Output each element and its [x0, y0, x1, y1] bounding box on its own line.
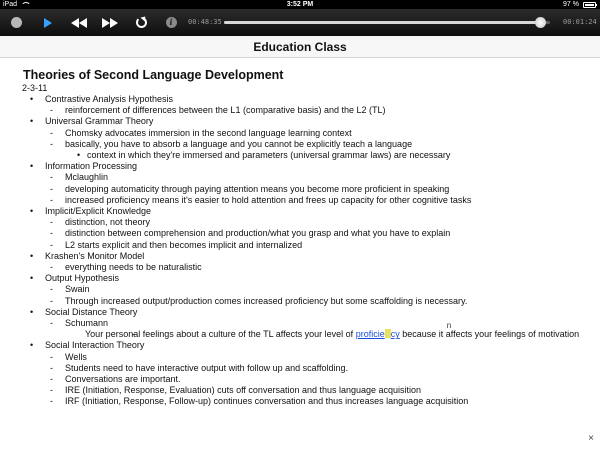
- section-heading: Contrastive Analysis Hypothesis: [45, 94, 174, 104]
- battery-icon: [583, 2, 596, 8]
- remaining-time: 00:01:24: [563, 18, 597, 26]
- elapsed-time: 00:48:35: [188, 18, 222, 26]
- list-item: - developing automaticity through paying attention means you become more proficient in speaking: [45, 184, 583, 195]
- list-item: - Conversations are important.: [45, 374, 583, 385]
- list-item: [23, 273, 583, 307]
- fast-forward-button[interactable]: [99, 9, 121, 36]
- rewind-button[interactable]: [68, 9, 90, 36]
- rewind-icon: [71, 18, 87, 28]
- section-heading: Social Interaction Theory: [45, 340, 145, 351]
- list-item: - Chomsky advocates immersion in the second language learning context: [45, 128, 583, 139]
- list-item-text: Your personal feelings about a culture of the TL affects your level of: [85, 329, 356, 340]
- note-date: 2-3-11: [22, 83, 48, 93]
- word-part: proficie: [355, 329, 385, 340]
- section-heading: Universal Grammar Theory: [45, 116, 154, 127]
- insertion-preview: n: [446, 321, 452, 331]
- list-item: - distinction, not theory: [45, 217, 583, 228]
- battery-percent: 97 %: [563, 1, 579, 8]
- list-item: [23, 307, 583, 341]
- list-item: [23, 340, 583, 407]
- section-heading: Social Distance Theory: [45, 306, 138, 317]
- playback-scrubber[interactable]: [224, 21, 550, 24]
- close-icon[interactable]: ×: [588, 433, 594, 444]
- record-icon: [11, 17, 22, 28]
- section-heading: Krashen's Monitor Model: [45, 250, 145, 261]
- info-icon: i: [166, 17, 177, 28]
- list-item: [45, 139, 583, 161]
- fast-forward-icon: [102, 18, 118, 28]
- list-item-text: basically, you have to absorb a language and you cannot be explicitly teach a language: [65, 138, 413, 149]
- info-button[interactable]: [163, 9, 179, 36]
- list-item: - distinction between comprehension and production/what you grasp and what you have to explain: [45, 228, 583, 239]
- list-item: [23, 251, 583, 273]
- list-item: - everything needs to be naturalistic: [45, 262, 583, 273]
- list-item: - L2 starts explicit and then becomes implicit and internalized: [45, 240, 583, 251]
- list-item: [23, 161, 583, 206]
- list-item: - Swain: [45, 284, 583, 295]
- clock: 3:52 PM: [286, 1, 314, 8]
- spellcheck-word[interactable]: [355, 321, 452, 340]
- section-heading: Output Hypothesis: [45, 273, 120, 284]
- list-item: [23, 206, 583, 251]
- play-icon: [44, 18, 52, 28]
- outline-list: [23, 94, 583, 408]
- note-body[interactable]: [23, 67, 583, 408]
- record-button[interactable]: [8, 9, 24, 36]
- section-heading: Information Processing: [45, 161, 138, 172]
- status-bar: [0, 0, 600, 9]
- audio-toolbar: [0, 9, 600, 36]
- list-item: - IRF (Initiation, Response, Follow-up) continues conversation and thus increases language acquisition: [45, 396, 583, 407]
- loop-icon: [136, 17, 147, 28]
- section-heading: Implicit/Explicit Knowledge: [45, 206, 152, 217]
- list-item: - Students need to have interactive output with follow up and scaffolding.: [45, 363, 583, 374]
- note-title: Theories of Second Language Development: [23, 68, 284, 82]
- list-item: - Wells: [45, 352, 583, 363]
- loop-button[interactable]: [133, 9, 149, 36]
- list-item: - Through increased output/production comes increased proficiency but some scaffolding is necessary.: [45, 296, 583, 307]
- scrubber-fill: [224, 21, 540, 24]
- list-item: - increased proficiency means it's easier to hold attention and frees up capacity for other cognitive tasks: [45, 195, 583, 206]
- list-item: [23, 94, 583, 116]
- page-title: Education Class: [253, 40, 347, 54]
- word-part: cy: [390, 329, 400, 340]
- list-item: - IRE (Initiation, Response, Evaluation) cuts off conversation and thus language acquisition: [45, 385, 583, 396]
- list-item: - Schumann: [45, 318, 583, 329]
- list-item-text: because it affects your feelings of motivation: [399, 329, 580, 340]
- list-item: - Mclaughlin: [45, 172, 583, 183]
- list-item: - reinforcement of differences between the L1 (comparative basis) and the L2 (TL): [45, 105, 583, 116]
- list-item: [23, 116, 583, 161]
- list-item: • context in which they're immersed and parameters (universal grammar laws) are necessary: [65, 150, 583, 161]
- title-bar: [0, 36, 600, 58]
- device-name: iPad: [3, 1, 18, 8]
- play-button[interactable]: [40, 9, 56, 36]
- scrubber-handle[interactable]: [535, 17, 546, 28]
